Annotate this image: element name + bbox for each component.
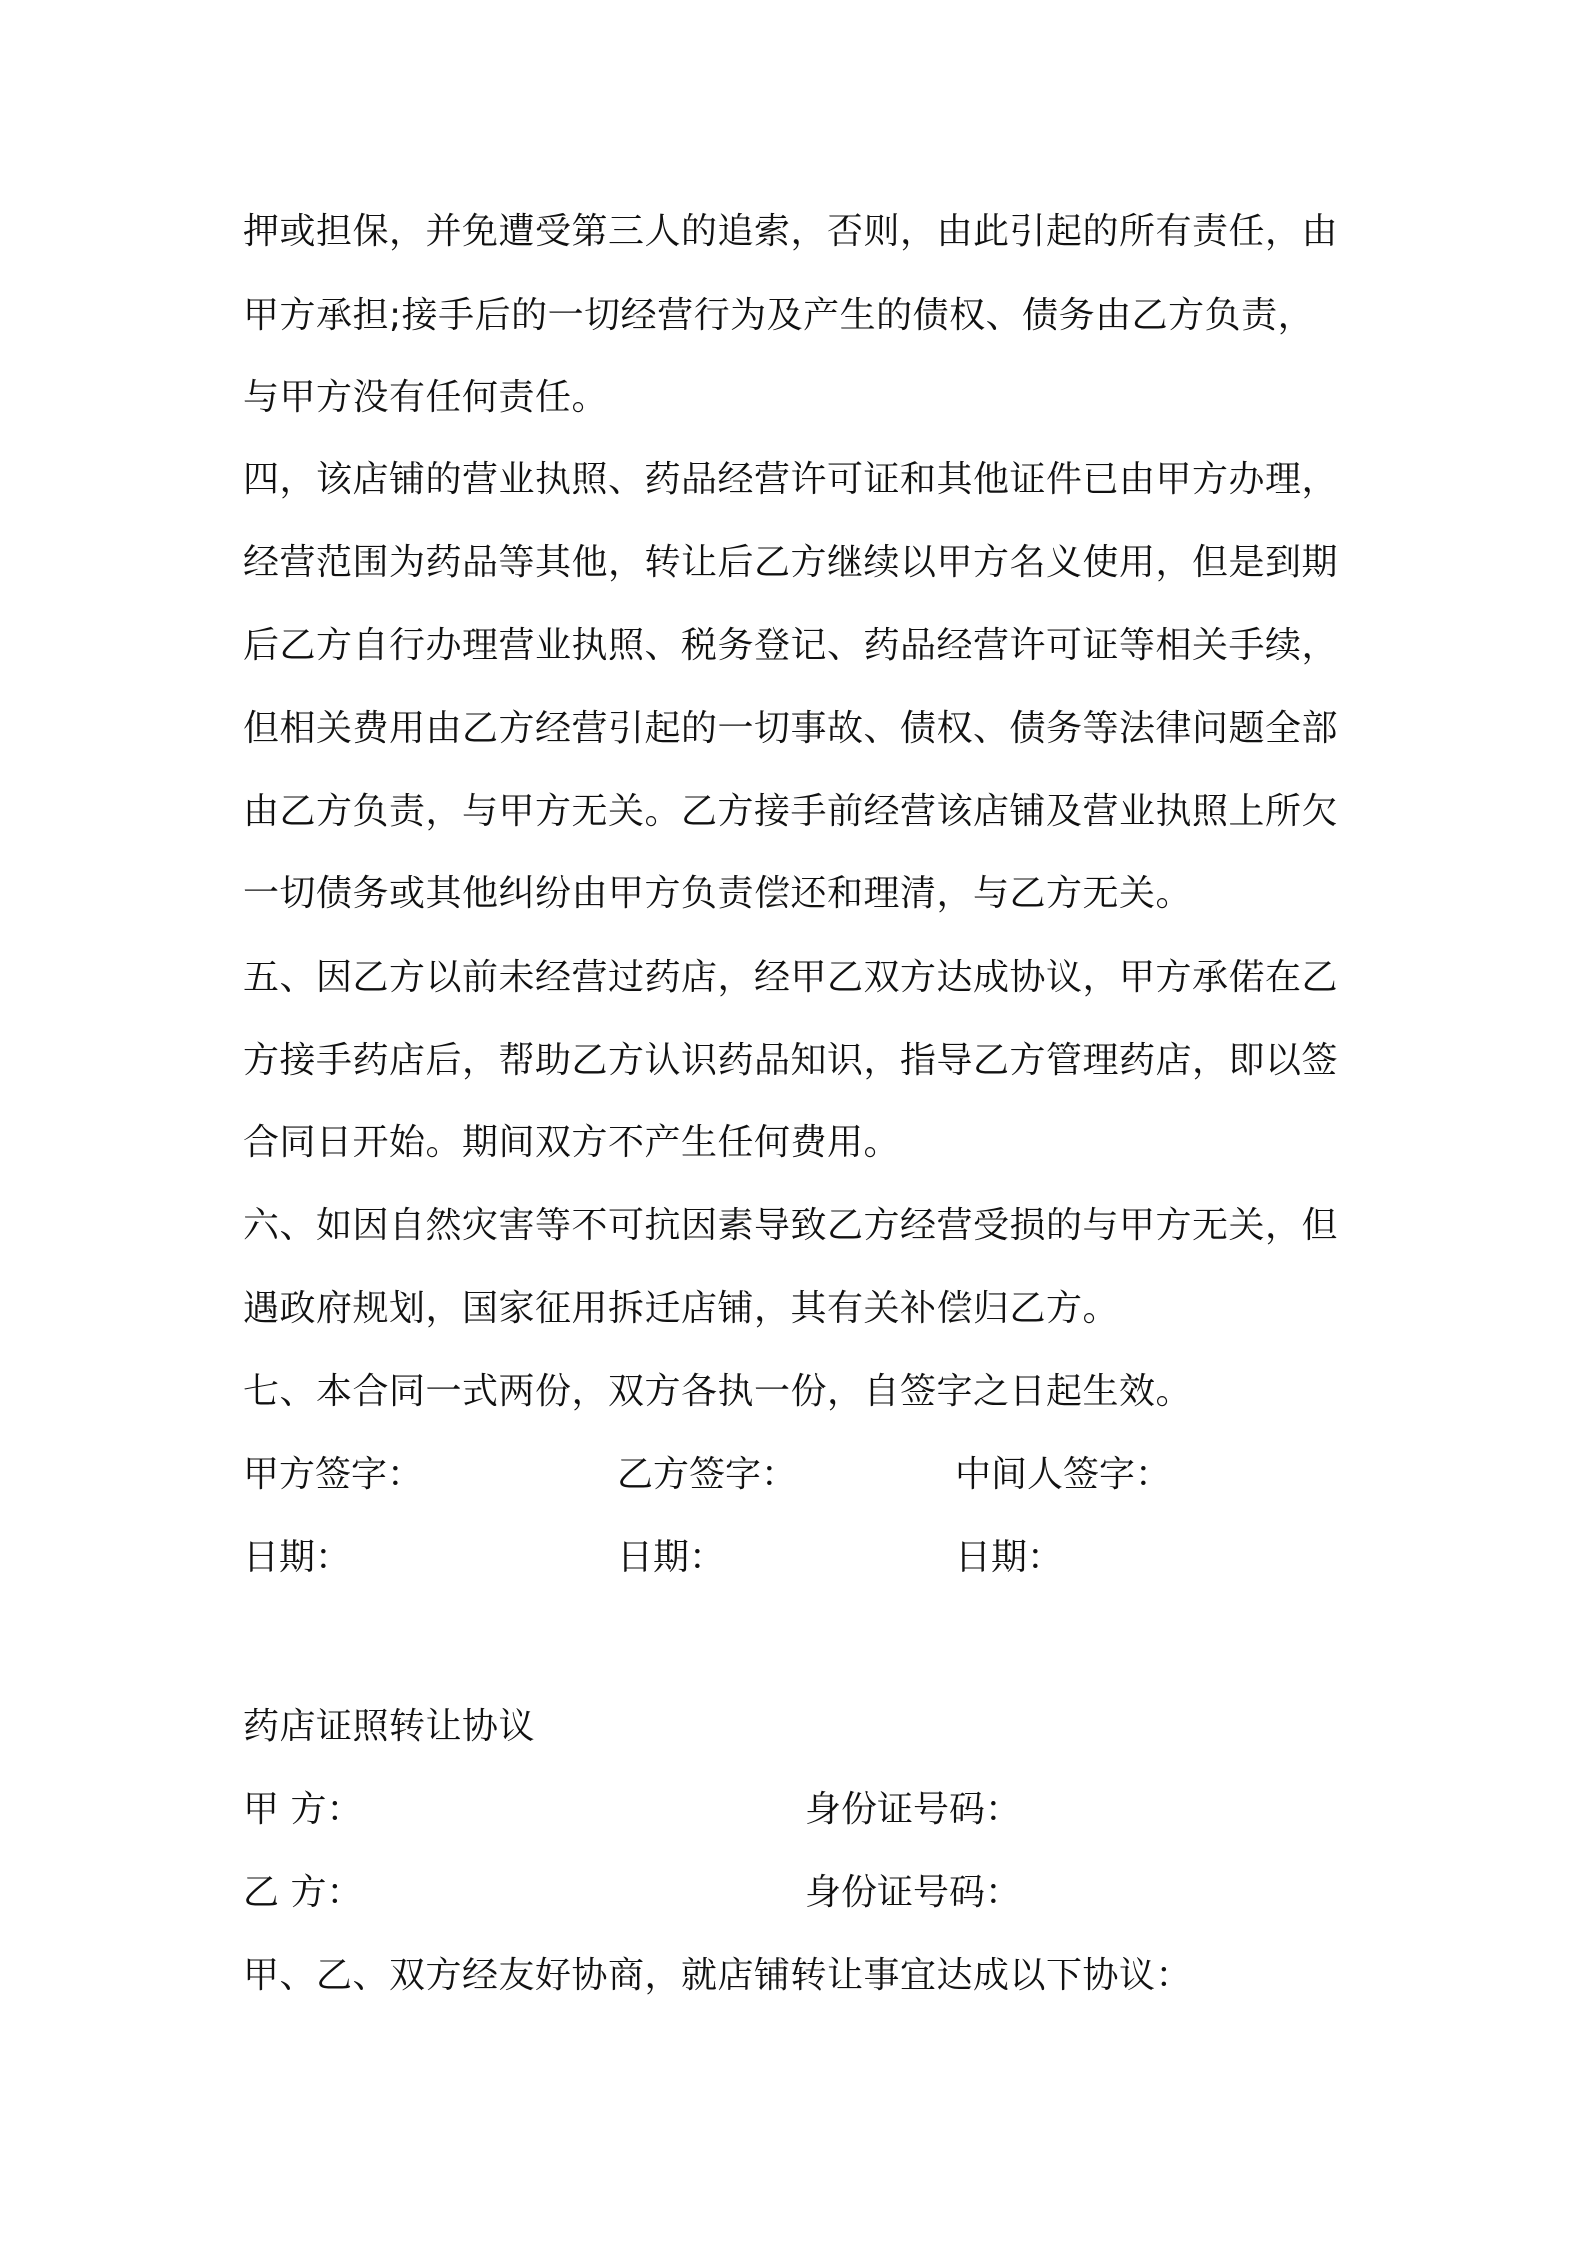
party-b-label: 乙 方： [243, 1872, 363, 1913]
party-a-label: 甲 方： [243, 1789, 363, 1830]
middleman-signature-label: 中间人签字： [955, 1454, 1172, 1495]
party-b-signature-label: 乙方签字： [617, 1454, 798, 1495]
party-b-date-label: 日期： [617, 1537, 726, 1578]
clause-seven-line: 七、本合同一式两份，双方各执一份，自签字之日起生效。 [243, 1371, 1193, 1412]
clause-six-line: 遇政府规划，国家征用拆迁店铺，其有关补偿归乙方。 [243, 1288, 1120, 1329]
agreement-intro: 甲、乙、双方经友好协商，就店铺转让事宜达成以下协议： [243, 1955, 1193, 1996]
clause-four-line: 但相关费用由乙方经营引起的一切事故、债权、债务等法律问题全部 [243, 708, 1339, 749]
party-a-signature-label: 甲方签字： [243, 1454, 424, 1495]
clause-four-line: 一切债务或其他纠纷由甲方负责偿还和理清，与乙方无关。 [243, 873, 1193, 914]
clause-line: 与甲方没有任何责任。 [243, 377, 609, 418]
clause-four-line: 后乙方自行办理营业执照、税务登记、药品经营许可证等相关手续， [243, 625, 1339, 666]
clause-four-line: 由乙方负责，与甲方无关。乙方接手前经营该店铺及营业执照上所欠 [243, 791, 1339, 832]
clause-four-line: 四，该店铺的营业执照、药品经营许可证和其他证件已由甲方办理， [243, 459, 1339, 500]
party-a-date-label: 日期： [243, 1537, 352, 1578]
clause-four-line: 经营范围为药品等其他，转让后乙方继续以甲方名义使用，但是到期 [243, 542, 1339, 583]
clause-six-line: 六、如因自然灾害等不可抗因素导致乙方经营受损的与甲方无关，但 [243, 1205, 1339, 1246]
party-a-id-label: 身份证号码： [805, 1789, 1022, 1830]
clause-line: 甲方承担;接手后的一切经营行为及产生的债权、债务由乙方负责， [243, 295, 1315, 336]
clause-five-line: 五、因乙方以前未经营过药店，经甲乙双方达成协议，甲方承偌在乙 [243, 957, 1339, 998]
clause-five-line: 方接手药店后，帮助乙方认识药品知识，指导乙方管理药店，即以签 [243, 1040, 1339, 1081]
agreement-title: 药店证照转让协议 [243, 1706, 536, 1747]
clause-five-line: 合同日开始。期间双方不产生任何费用。 [243, 1122, 901, 1163]
middleman-date-label: 日期： [955, 1537, 1064, 1578]
party-b-id-label: 身份证号码： [805, 1872, 1022, 1913]
clause-line: 押或担保，并免遭受第三人的追索，否则，由此引起的所有责任，由 [243, 211, 1339, 252]
